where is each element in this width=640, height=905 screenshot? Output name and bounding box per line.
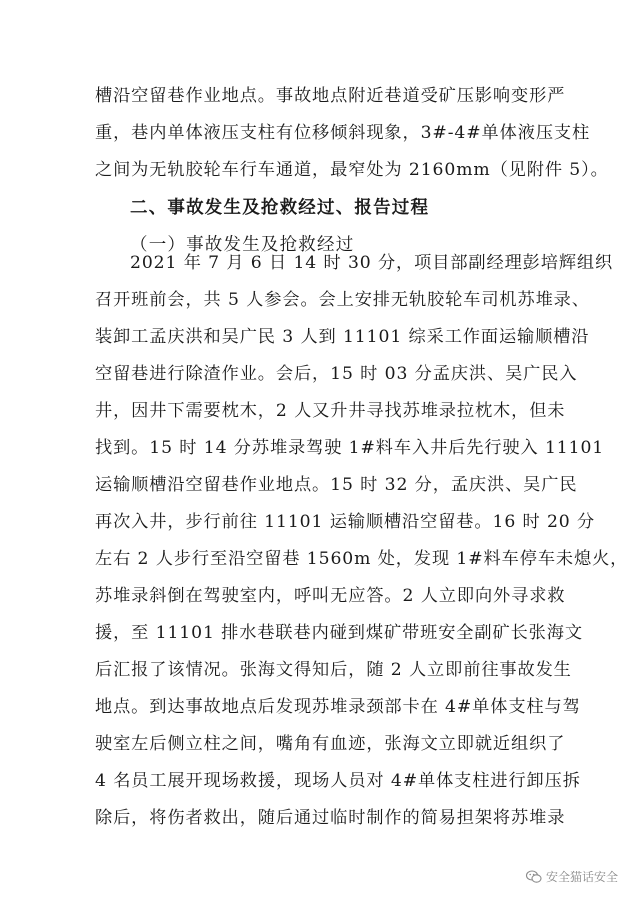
text-line: 4 名员工展开现场救援，现场人员对 4#单体支柱进行卸压拆 xyxy=(95,771,581,791)
text-line: 井，因井下需要枕木，2 人又升井寻找苏堆录拉枕木，但未 xyxy=(95,401,566,421)
text-line: 左右 2 人步行至沿空留巷 1560m 处，发现 1#料车停车未熄火， xyxy=(95,549,629,569)
text-line: 重，巷内单体液压支柱有位移倾斜现象，3#-4#单体液压支柱 xyxy=(95,123,591,143)
text-line: 找到。15 时 14 分苏堆录驾驶 1#料车入井后先行驶入 11101 xyxy=(95,438,605,458)
text-line: 运输顺槽沿空留巷作业地点。15 时 32 分，孟庆洪、吴广民 xyxy=(95,475,578,495)
section-heading: 二、事故发生及抢救经过、报告过程 xyxy=(130,198,430,218)
text-line: 除后，将伤者救出，随后通过临时制作的简易担架将苏堆录 xyxy=(95,808,566,828)
intro-text xyxy=(95,78,609,189)
text-line: 苏堆录斜倒在驾驶室内，呼叫无应答。2 人立即向外寻求救 xyxy=(95,586,566,606)
text-line: 槽沿空留巷作业地点。事故地点附近巷道受矿压影响变形严 xyxy=(95,86,566,106)
wechat-icon xyxy=(526,870,542,884)
text-line: 空留巷进行除渣作业。会后，15 时 03 分孟庆洪、吴广民入 xyxy=(95,364,578,384)
watermark xyxy=(526,868,618,885)
text-line: 之间为无轨胶轮车行车通道，最窄处为 2160mm（见附件 5）。 xyxy=(95,160,609,180)
text-line: 2021 年 7 月 6 日 14 时 30 分，项目部副经理彭培辉组织 xyxy=(130,253,614,273)
text-line: 再次入井，步行前往 11101 运输顺槽沿空留巷。16 时 20 分 xyxy=(95,512,596,532)
text-line: 地点。到达事故地点后发现苏堆录颈部卡在 4#单体支柱与驾 xyxy=(95,697,581,717)
body-paragraph xyxy=(95,245,629,837)
text-line: 驶室左后侧立柱之间，嘴角有血迹，张海文立即就近组织了 xyxy=(95,734,566,754)
text-line: 装卸工孟庆洪和吴广民 3 人到 11101 综采工作面运输顺槽沿 xyxy=(95,327,590,347)
text-line: 后汇报了该情况。张海文得知后，随 2 人立即前往事故发生 xyxy=(95,660,572,680)
subsection-heading: （一）事故发生及抢救经过 xyxy=(130,235,355,255)
text-line: 召开班前会，共 5 人参会。会上安排无轨胶轮车司机苏堆录、 xyxy=(95,290,590,310)
watermark-text: 安全猫话安全 xyxy=(545,870,618,884)
text-line: 援，至 11101 排水巷联巷内碰到煤矿带班安全副矿长张海文 xyxy=(95,623,583,643)
